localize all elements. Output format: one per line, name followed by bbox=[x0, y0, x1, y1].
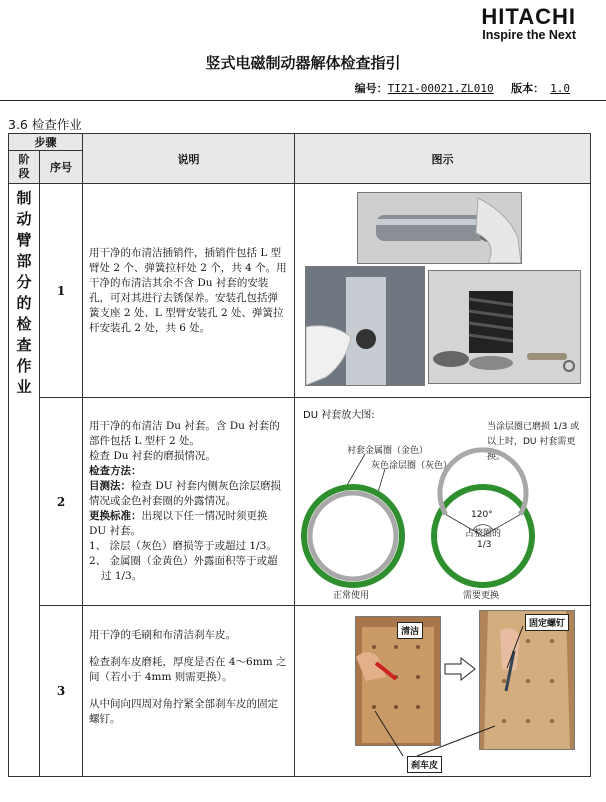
header-steps: 步骤 bbox=[9, 134, 83, 151]
brake-pad-tag: 刹车皮 bbox=[407, 756, 442, 773]
arrows-overlay bbox=[295, 606, 591, 776]
stage-char: 制 bbox=[16, 189, 32, 207]
du-bushing-diagram bbox=[295, 398, 591, 605]
row-2-description bbox=[83, 398, 295, 606]
row-3-para: 从中间向四周对角拧紧全部刹车皮的固定螺钉。 bbox=[89, 698, 278, 725]
angle-label: 120° bbox=[471, 510, 493, 520]
method-label: 检查方法： bbox=[89, 465, 142, 477]
purpose-text: 检查 DU 衬套内侧灰色涂层磨损情况或金色衬套圈的外露情况。 bbox=[89, 480, 281, 507]
inspection-table bbox=[8, 133, 591, 777]
criteria-item: 2、 金属圈（金黄色）外露面积等于或超过 1/3。 bbox=[89, 555, 278, 582]
criteria-text: 出现以下任一情况时须更换 DU 衬套。 bbox=[89, 510, 268, 537]
row-1-description bbox=[83, 184, 295, 398]
version-label: 版本： bbox=[511, 82, 545, 95]
criteria-item: 1、 涂层（灰色）磨损等于或超过 1/3。 bbox=[89, 540, 277, 552]
purpose-label: 目测法： bbox=[89, 480, 131, 492]
row-2-line: 检查 Du 衬套的磨损情况。 bbox=[89, 450, 216, 462]
stage-char: 臂 bbox=[16, 231, 32, 249]
photo-pin-shaft bbox=[357, 192, 522, 264]
stage-char: 的 bbox=[16, 294, 32, 312]
spring-parts-image bbox=[429, 271, 580, 383]
next-arrow-icon bbox=[445, 658, 475, 680]
row-2-seq: 2 bbox=[40, 398, 83, 606]
criteria-label: 更换标准： bbox=[89, 510, 142, 522]
page-title: 竖式电磁制动器解体检查指引 bbox=[205, 54, 401, 72]
row-1-figure bbox=[295, 184, 591, 398]
stage-char: 动 bbox=[16, 210, 32, 228]
header-description: 说明 bbox=[83, 134, 295, 184]
header-seq: 序号 bbox=[40, 151, 83, 184]
stage-char: 部 bbox=[16, 252, 32, 270]
row-1-seq: 1 bbox=[40, 184, 83, 398]
brand-name: HITACHI bbox=[481, 4, 576, 29]
doc-number-line bbox=[355, 80, 576, 96]
normal-use-label: 正常使用 bbox=[333, 591, 370, 601]
replace-note: 当涂层圈已磨损 1/3 或以上时，DU 衬套需更换。 bbox=[487, 422, 580, 462]
clean-tag: 清洁 bbox=[397, 622, 423, 639]
stage-char: 检 bbox=[16, 315, 32, 333]
header-stage: 阶段 bbox=[9, 151, 40, 184]
row-2-line: 用干净的布清洁 Du 衬套。含 Du 衬套的部件包括 L 型杆 2 处。 bbox=[89, 420, 280, 447]
doc-no: TI21-00021.ZL010 bbox=[387, 82, 494, 95]
header-divider bbox=[0, 100, 606, 101]
stage-char: 查 bbox=[16, 336, 32, 354]
version-value: 1.0 bbox=[550, 82, 570, 95]
mount-hole-image bbox=[306, 267, 424, 385]
row-1-text: 用干净的布清洁插销件，插销件包括 L 型臂处 2 个、弹簧拉杆处 2 个，共 4 个。用干净的布清洁其余不含 Du 衬套的安装孔，可对其进行去锈保养。安装孔包括弹簧支座 2 处、L 型臂安装孔 2 处、弹簧拉杆安装孔 2 处，共 6 处。 bbox=[89, 246, 287, 334]
stage-char: 作 bbox=[16, 357, 32, 375]
row-3-para: 用干净的毛刷和布清洁刹车皮。 bbox=[89, 629, 236, 641]
stage-char: 分 bbox=[16, 273, 32, 291]
worn-label: 占整圈的 bbox=[465, 529, 502, 539]
photo-mount-hole bbox=[305, 266, 425, 386]
row-3-seq: 3 bbox=[40, 606, 83, 777]
header-figure: 图示 bbox=[295, 134, 591, 184]
pin-shaft-image bbox=[358, 193, 521, 263]
replace-label: 需要更换 bbox=[463, 591, 500, 601]
screw-tag: 固定螺钉 bbox=[525, 614, 569, 631]
photo-spring-parts bbox=[428, 270, 581, 384]
gray-coat-label: 灰色涂层圈（灰色） bbox=[371, 461, 453, 471]
row-3-description bbox=[83, 606, 295, 777]
section-title: 3.6 检查作业 bbox=[8, 117, 82, 132]
row-2-figure bbox=[295, 398, 591, 606]
brand-tagline: Inspire the Next bbox=[482, 28, 576, 42]
row-3-figure bbox=[295, 606, 591, 777]
row-3-para: 检查刹车皮磨耗，厚度是否在 4～6mm 之间（若小于 4mm 则需更换）。 bbox=[89, 656, 287, 683]
stage-char: 业 bbox=[16, 378, 32, 396]
stage-cell bbox=[9, 184, 40, 777]
worn-fraction: 1/3 bbox=[477, 540, 492, 550]
metal-ring-label: 衬套金属圈（金色） bbox=[347, 446, 429, 456]
hitachi-logo bbox=[481, 6, 576, 42]
doc-no-label: 编号： bbox=[354, 82, 388, 95]
du-figure-title: DU 衬套放大图: bbox=[303, 410, 375, 421]
